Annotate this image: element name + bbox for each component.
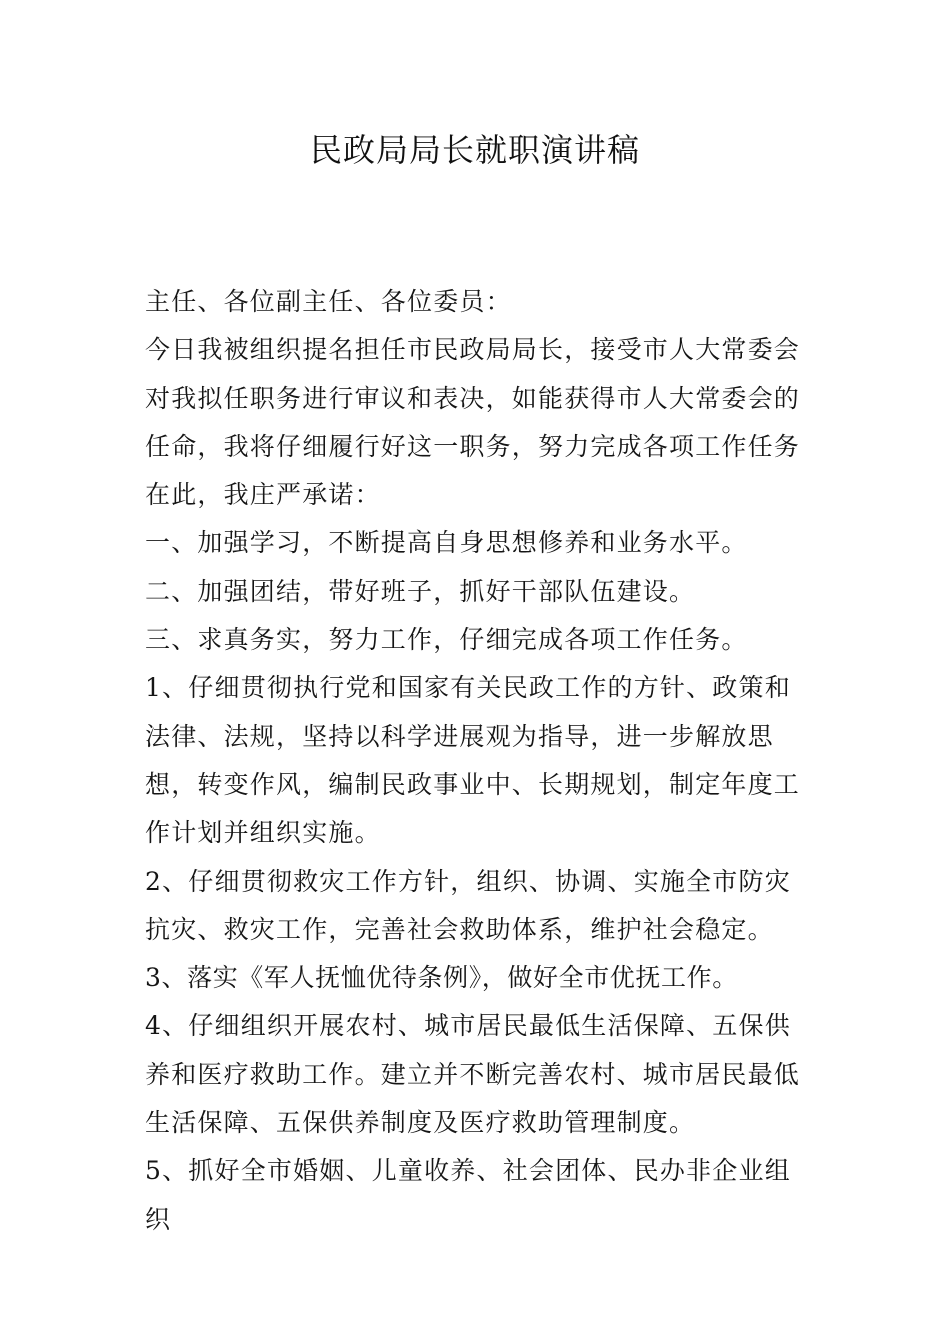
document-title: 民政局局长就职演讲稿	[309, 131, 640, 169]
pledge-item-3: 三、求真务实，努力工作，仔细完成各项工作任务。	[145, 625, 748, 655]
salutation-paragraph: 主任、各位副主任、各位委员：	[145, 287, 512, 316]
task-item-4: 4、仔细组织开展农村、城市居民最低生活保障、五保供养和医疗救助工作。建立并不断完善农村、城市居民最低生活保障、五保供养制度及医疗救助管理制度。	[145, 1011, 801, 1138]
intro-paragraph: 今日我被组织提名担任市民政局局长，接受市人大常委会对我拟任职务进行审议和表决，如能获得市人大常委会的任命，我将仔细履行好这一职务，努力完成各项工作任务在此，我庄严承诺：	[145, 335, 801, 510]
pledge-item-2: 二、加强团结，带好班子，抓好干部队伍建设。	[145, 576, 696, 606]
task-item-2: 2、仔细贯彻救灾工作方针，组织、协调、实施全市防灾抗灾、救灾工作，完善社会救助体系，维护社会稳定。	[145, 866, 791, 944]
pledge-item-1: 一、加强学习，不断提高自身思想修养和业务水平。	[145, 528, 748, 558]
task-item-3: 3、落实《军人抚恤优待条例》，做好全市优抚工作。	[145, 963, 738, 993]
task-item-5: 5、抓好全市婚姻、儿童收养、社会团体、民办非企业组织	[145, 1156, 791, 1234]
task-item-1: 1、仔细贯彻执行党和国家有关民政工作的方针、政策和法律、法规，坚持以科学进展观为指导，进一步解放思想，转变作风，编制民政事业中、长期规划，制定年度工作计划并组织实施。	[145, 673, 801, 848]
document-body	[145, 278, 813, 1244]
